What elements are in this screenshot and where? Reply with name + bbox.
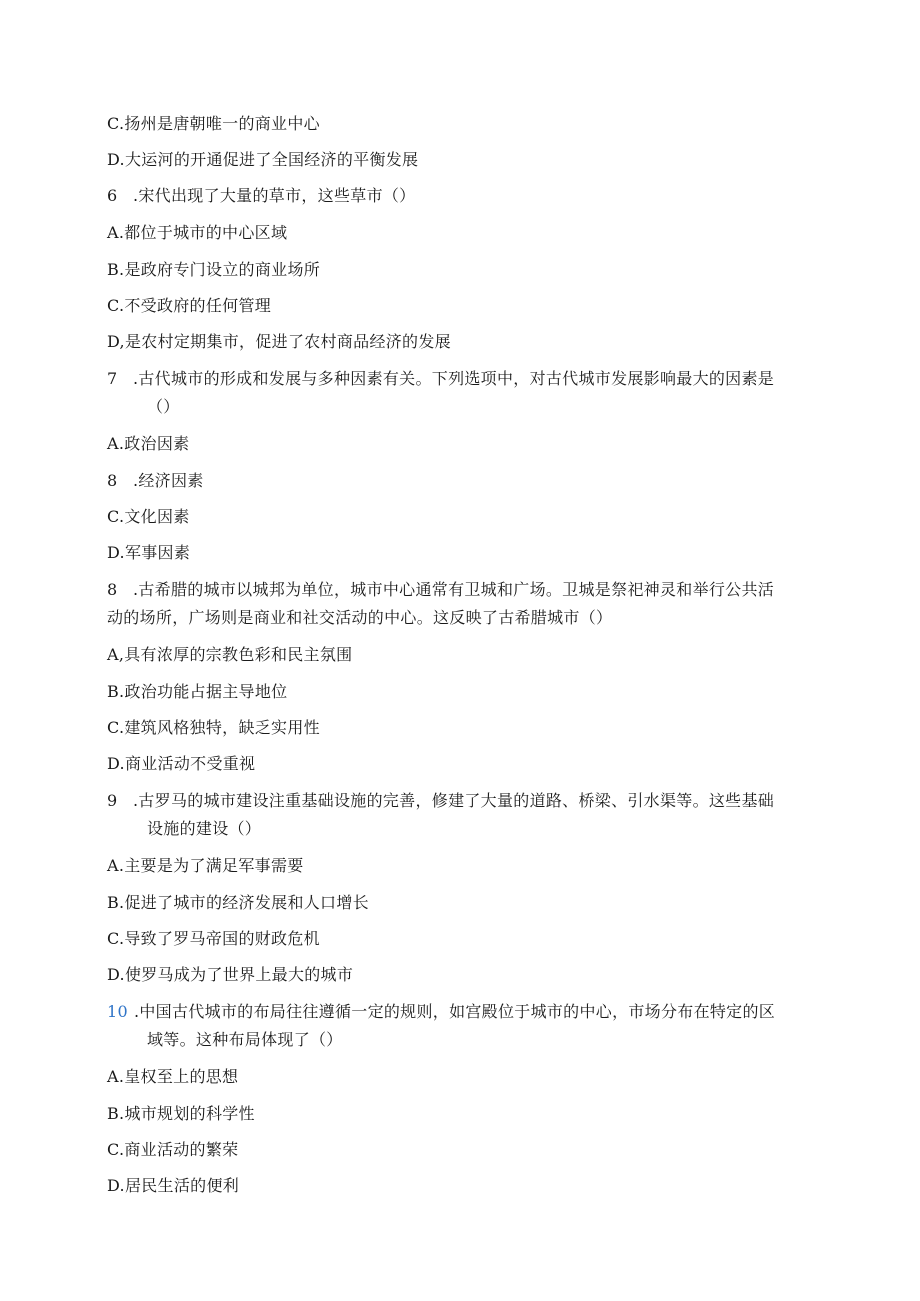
q7-text: .古代城市的形成和发展与多种因素有关。下列选项中，对古代城市发展影响最大的因素是 [133,369,775,388]
q7-option-b-text: .经济因素 [133,471,204,490]
q8-stem-continued: 动的场所，广场则是商业和社交活动的中心。这反映了古希腊城市（） [107,608,613,627]
q10-number: 10 [107,1002,128,1021]
q10-option-d: D.居民生活的便利 [107,1176,240,1195]
q6-option-c: C.不受政府的任何管理 [107,296,272,315]
q10-stem-continued: 域等。这种布局体现了（） [147,1030,343,1049]
q8-option-a: A,具有浓厚的宗教色彩和民主氛围 [107,645,353,664]
q7-stem [107,369,774,389]
q7-option-a: A.政治因素 [107,434,190,453]
q6-option-b: B.是政府专门设立的商业场所 [107,260,321,279]
q7-option-d: D.军事因素 [107,543,191,562]
q6-option-d: D,是农村定期集市，促进了农村商品经济的发展 [107,332,451,351]
q10-stem [107,1002,775,1022]
q6-option-a: A.都位于城市的中心区域 [107,223,288,242]
q8-text: .古希腊的城市以城邦为单位，城市中心通常有卫城和广场。卫城是祭祀神灵和举行公共活 [133,580,775,599]
q10-option-c: C.商业活动的繁荣 [107,1140,239,1159]
q8-option-b: B.政治功能占据主导地位 [107,682,288,701]
q9-stem [107,791,774,811]
q7-option-b-number: 8 [107,471,118,490]
q9-option-b: B.促进了城市的经济发展和人口增长 [107,893,369,912]
q8-option-d: D.商业活动不受重视 [107,754,256,773]
q7-number: 7 [107,369,118,388]
q8-number: 8 [107,580,118,599]
q7-stem-continued: （） [147,397,180,416]
q6-stem [107,186,416,206]
q9-number: 9 [107,791,118,810]
q9-text: .古罗马的城市建设注重基础设施的完善，修建了大量的道路、桥梁、引水渠等。这些基础 [133,791,775,810]
q10-option-b: B.城市规划的科学性 [107,1104,255,1123]
q5-option-d: D.大运河的开通促进了全国经济的平衡发展 [107,150,419,169]
q7-option-b [107,471,204,491]
q9-stem-continued: 设施的建设（） [147,819,262,838]
q5-option-c: C.扬州是唐朝唯一的商业中心 [107,114,320,133]
q9-option-c: C.导致了罗马帝国的财政危机 [107,929,320,948]
q6-text: .宋代出现了大量的草市，这些草市（） [133,186,416,205]
q6-number: 6 [107,186,118,205]
q10-text: .中国古代城市的布局往往遵循一定的规则，如宫殿位于城市的中心，市场分布在特定的区 [134,1002,776,1021]
q9-option-d: D.使罗马成为了世界上最大的城市 [107,965,354,984]
q8-option-c: C.建筑风格独特，缺乏实用性 [107,718,320,737]
q8-stem [107,580,774,600]
q10-option-a: A.皇权至上的思想 [107,1067,239,1086]
q7-option-c: C.文化因素 [107,507,190,526]
q9-option-a: A.主要是为了满足军事需要 [107,856,304,875]
